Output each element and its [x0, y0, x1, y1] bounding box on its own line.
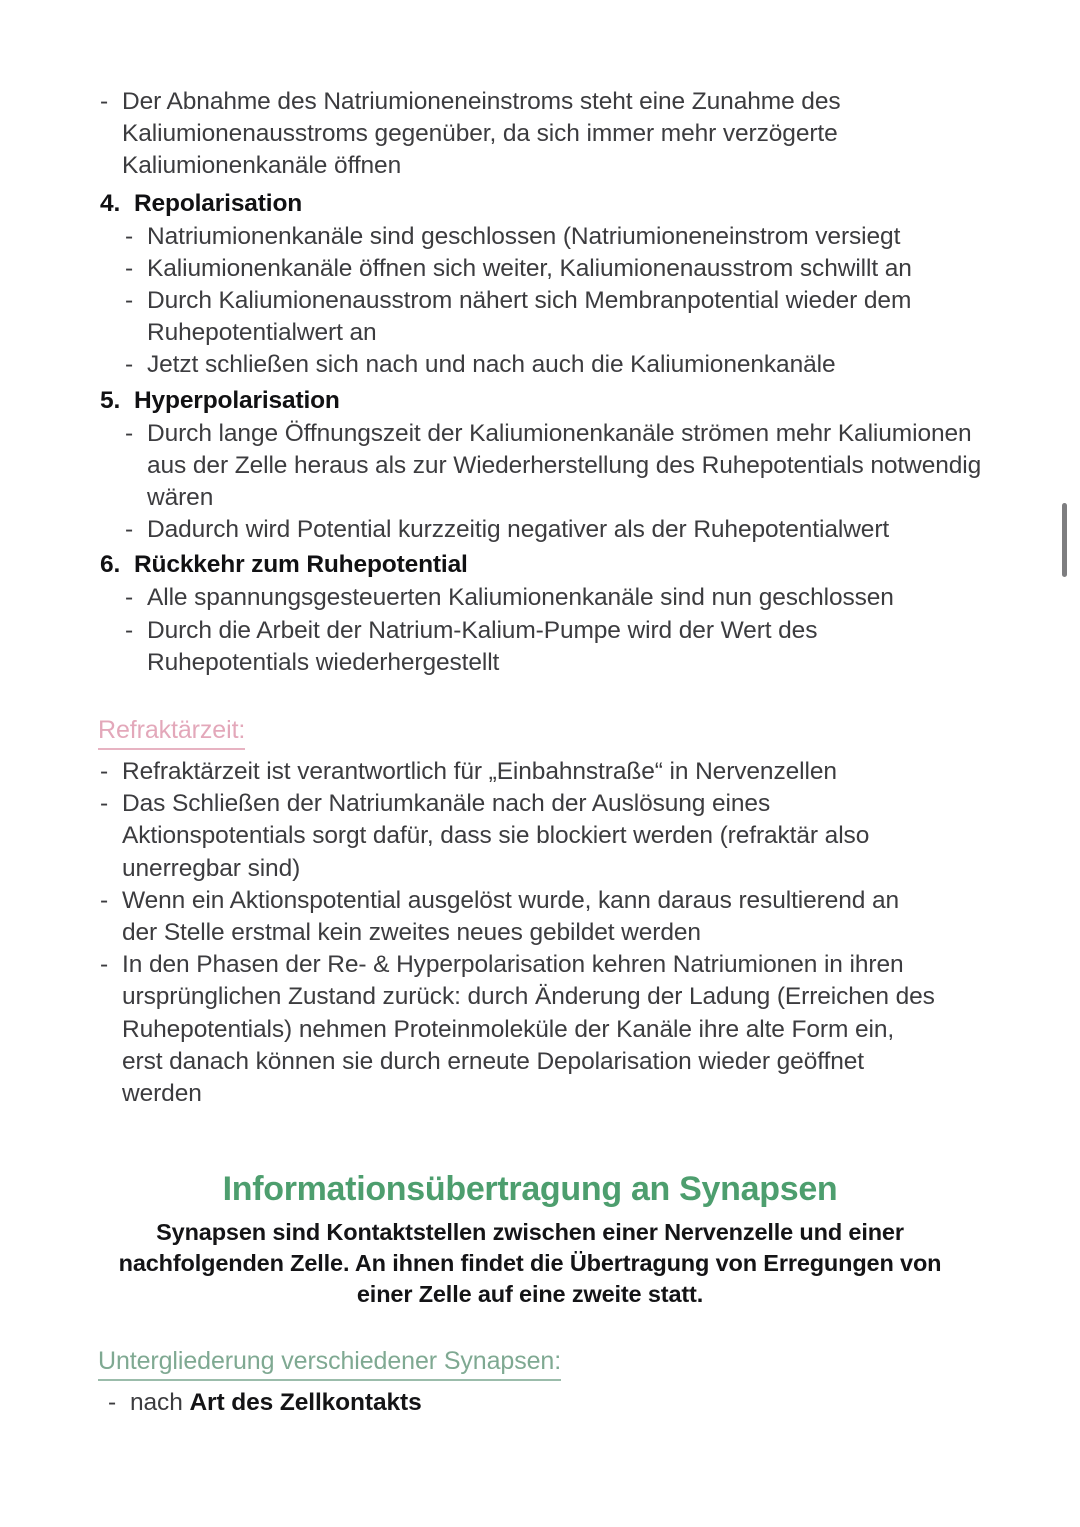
scrollbar-thumb[interactable] — [1062, 503, 1067, 577]
list-item — [125, 221, 947, 253]
bullet-dash-icon: - — [108, 1389, 117, 1417]
page-title: Informationsübertragung an Synapsen — [222, 1170, 838, 1209]
list-item-text — [130, 1387, 830, 1419]
list-item — [100, 86, 892, 183]
section-6-bullets — [125, 582, 1040, 679]
bullet-dash-icon: - — [125, 516, 134, 544]
list-item-text: Durch lange Öffnungszeit der Kaliumionenkanäle strömen mehr Kaliumionen aus der Zelle heraus als zur Wiederherstellung des Ruhepotentials notwendig wären — [147, 419, 982, 512]
list-item — [108, 1387, 830, 1419]
section-number: 6. — [100, 551, 121, 579]
refraktaerzeit-level2-list — [100, 788, 1040, 1110]
list-item — [100, 949, 937, 1110]
intro-bullet-list — [100, 86, 1040, 183]
list-item-text: Refraktärzeit ist verantwortlich für „Einbahnstraße“ in Nervenzellen — [122, 758, 837, 786]
list-item-text: Der Abnahme des Natriumioneneinstroms steht eine Zunahme des Kaliumionenausstroms gegenüber, da sich immer mehr verzögerte Kaliumionenkanäle öffnen — [122, 88, 841, 180]
list-item-text: In den Phasen der Re- & Hyperpolarisation kehren Natriumionen in ihren ursprünglichen Zustand zurück: durch Änderung der Ladung (Erreichen des Ruhepotentials) nehmen Proteinmoleküle der Kanäle ihre alte Form ein, erst danach können sie durch erneute Depolarisation wieder geöffnet werden — [122, 951, 935, 1108]
list-item-text: Durch die Arbeit der Natrium-Kalium-Pumpe wird der Wert des Ruhepotentials wiederhergestellt — [147, 616, 818, 676]
list-item — [100, 788, 912, 885]
untergliederung-heading-wrap — [98, 1344, 1040, 1381]
list-item — [100, 885, 922, 949]
list-item-text: Kaliumionenkanäle öffnen sich weiter, Kaliumionenausstrom schwillt an — [147, 254, 912, 282]
list-item — [125, 615, 907, 679]
bullet-dash-icon: - — [125, 287, 134, 315]
section-number: 4. — [100, 189, 121, 217]
untergliederung-bullets — [108, 1387, 1040, 1419]
list-item-text-emphasis: Art des Zellkontakts — [189, 1389, 422, 1417]
bullet-dash-icon: - — [125, 419, 134, 447]
list-item — [100, 756, 962, 788]
bullet-dash-icon: - — [100, 758, 109, 786]
list-item-text: Dadurch wird Potential kurzzeitig negativer als der Ruhepotentialwert — [147, 516, 890, 544]
refraktaerzeit-level1-list — [100, 756, 1040, 788]
spacer — [100, 1110, 1040, 1168]
spacer — [100, 679, 1040, 713]
page-subtitle — [55, 1217, 1005, 1310]
bullet-dash-icon: - — [125, 616, 134, 644]
page-subtitle-line-2: nachfolgenden Zelle. An ihnen findet die Übertragung von Erregungen von — [118, 1250, 942, 1277]
list-item-text: Alle spannungsgesteuerten Kaliumionenkanäle sind nun geschlossen — [147, 584, 894, 612]
section-number: 5. — [100, 386, 121, 414]
bullet-dash-icon: - — [100, 886, 109, 914]
refraktaerzeit-heading-wrap — [98, 713, 1040, 750]
list-item — [125, 514, 1007, 546]
refraktaerzeit-heading: Refraktärzeit: — [98, 713, 245, 750]
list-item-text-prefix: nach — [130, 1389, 190, 1417]
section-4-bullets — [125, 221, 1040, 382]
section-title: Repolarisation — [134, 189, 303, 217]
bullet-dash-icon: - — [125, 584, 134, 612]
bullet-dash-icon: - — [125, 222, 134, 250]
section-title: Rückkehr zum Ruhepotential — [134, 551, 468, 579]
bullet-dash-icon: - — [100, 951, 109, 979]
section-heading-6 — [100, 548, 1040, 582]
bullet-dash-icon: - — [125, 351, 134, 379]
list-item-text: Wenn ein Aktionspotential ausgelöst wurde, kann daraus resultierend an der Stelle erstmal kein zweites neues gebildet werden — [122, 886, 900, 947]
section-title: Hyperpolarisation — [134, 386, 340, 414]
scrollbar-track[interactable] — [1060, 0, 1070, 1527]
list-item-text: Durch Kaliumionenausstrom nähert sich Membranpotential wieder dem Ruhepotentialwert an — [147, 287, 912, 347]
bullet-dash-icon: - — [125, 254, 134, 282]
bullet-dash-icon: - — [100, 790, 109, 818]
spacer — [100, 1310, 1040, 1344]
page-subtitle-line-1: Synapsen sind Kontaktstellen zwischen einer Nervenzelle und einer — [156, 1219, 904, 1246]
section-heading-5 — [100, 384, 1040, 418]
list-item — [125, 582, 947, 614]
page-subtitle-line-3: einer Zelle auf eine zweite statt. — [356, 1281, 704, 1308]
list-item-text: Das Schließen der Natriumkanäle nach der Auslösung eines Aktionspotentials sorgt dafür, dass sie blockiert werden (refraktär also unerregbar sind) — [122, 790, 870, 882]
list-item — [125, 418, 1007, 515]
list-item — [125, 349, 947, 381]
section-heading-4 — [100, 187, 1040, 221]
untergliederung-heading: Untergliederung verschiedener Synapsen: — [98, 1344, 561, 1381]
list-item — [125, 253, 947, 285]
list-item-text: Jetzt schließen sich nach und nach auch die Kaliumionenkanäle — [147, 351, 836, 379]
bullet-dash-icon: - — [100, 88, 109, 115]
section-5-bullets — [125, 418, 1040, 547]
list-item-text: Natriumionenkanäle sind geschlossen (Natriumioneneinstrom versiegt — [147, 222, 901, 250]
list-item — [125, 285, 947, 349]
